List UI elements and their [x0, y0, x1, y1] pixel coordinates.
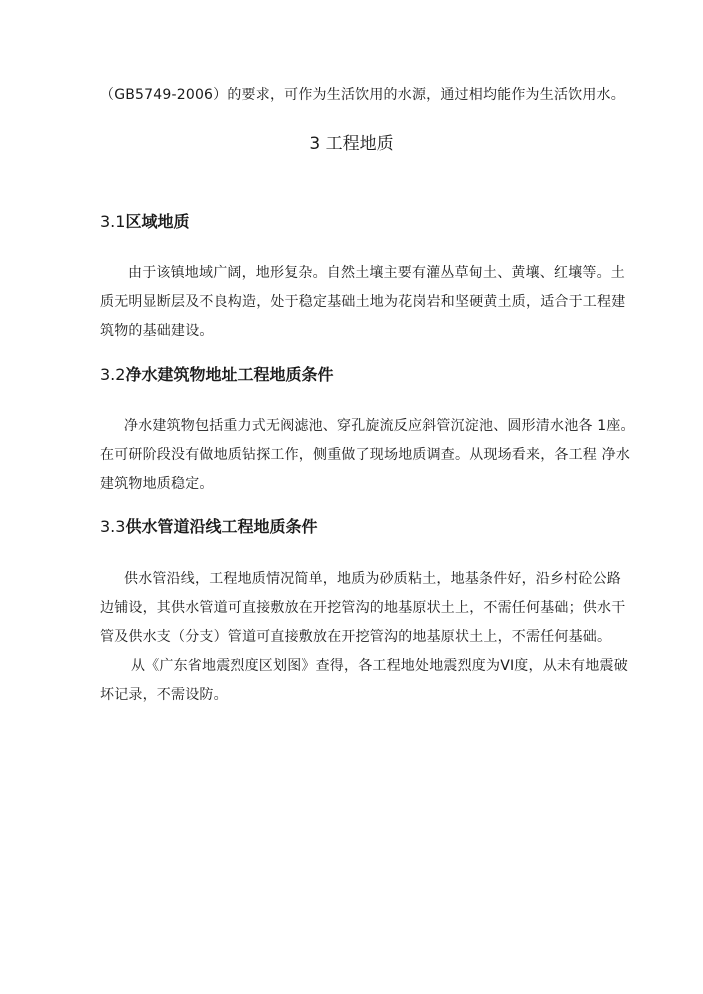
paragraph-line: 供水管沿线，工程地质情况简单，地质为砂质粘土，地基条件好，沿乡村砼公路: [124, 571, 621, 587]
chapter-title: 3 工程地质: [309, 134, 394, 154]
paragraph-line: 建筑物地质稳定。: [100, 476, 214, 492]
section-heading-3-1: [100, 211, 189, 233]
paragraph-line: 质无明显断层及不良构造，处于稳定基础土地为花岗岩和坚硬黄土质，适合于工程建: [100, 294, 626, 310]
section-heading-3-2: [100, 364, 333, 386]
section-number: 3.1: [100, 212, 126, 231]
paragraph-line: 从《广东省地震烈度区划图》查得，各工程地处地震烈度为VI度，从未有地震破: [131, 658, 628, 674]
paragraph-line: 筑物的基础建设。: [100, 323, 214, 339]
section-title: 净水建筑物地址工程地质条件: [125, 365, 334, 384]
paragraph-line: 坏记录，不需设防。: [100, 687, 228, 703]
paragraph-line: 在可研阶段没有做地质钻探工作，侧重做了现场地质调查。从现场看来，各工程 净水: [100, 447, 631, 463]
paragraph-line: 管及供水支（分支）管道可直接敷放在开挖管沟的地基原状土上，不需任何基础。: [100, 629, 612, 645]
paragraph-line: 由于该镇地域广阔，地形复杂。自然土壤主要有灌丛草甸土、黄壤、红壤等。土: [128, 265, 625, 281]
section-number: 3.2: [100, 365, 126, 384]
paragraph-line: 边铺设，其供水管道可直接敷放在开挖管沟的地基原状土上，不需任何基础；供水干: [100, 600, 626, 616]
intro-paragraph-line: （GB5749-2006）的要求，可作为生活饮用的水源，通过相均能作为生活饮用水。: [100, 87, 625, 103]
paragraph-line: 净水建筑物包括重力式无阀滤池、穿孔旋流反应斜管沉淀池、圆形清水池各 1座。: [124, 418, 635, 434]
section-heading-3-3: [100, 516, 317, 538]
section-number: 3.3: [100, 517, 126, 536]
section-title: 供水管道沿线工程地质条件: [125, 517, 318, 536]
section-title: 区域地质: [125, 212, 190, 231]
